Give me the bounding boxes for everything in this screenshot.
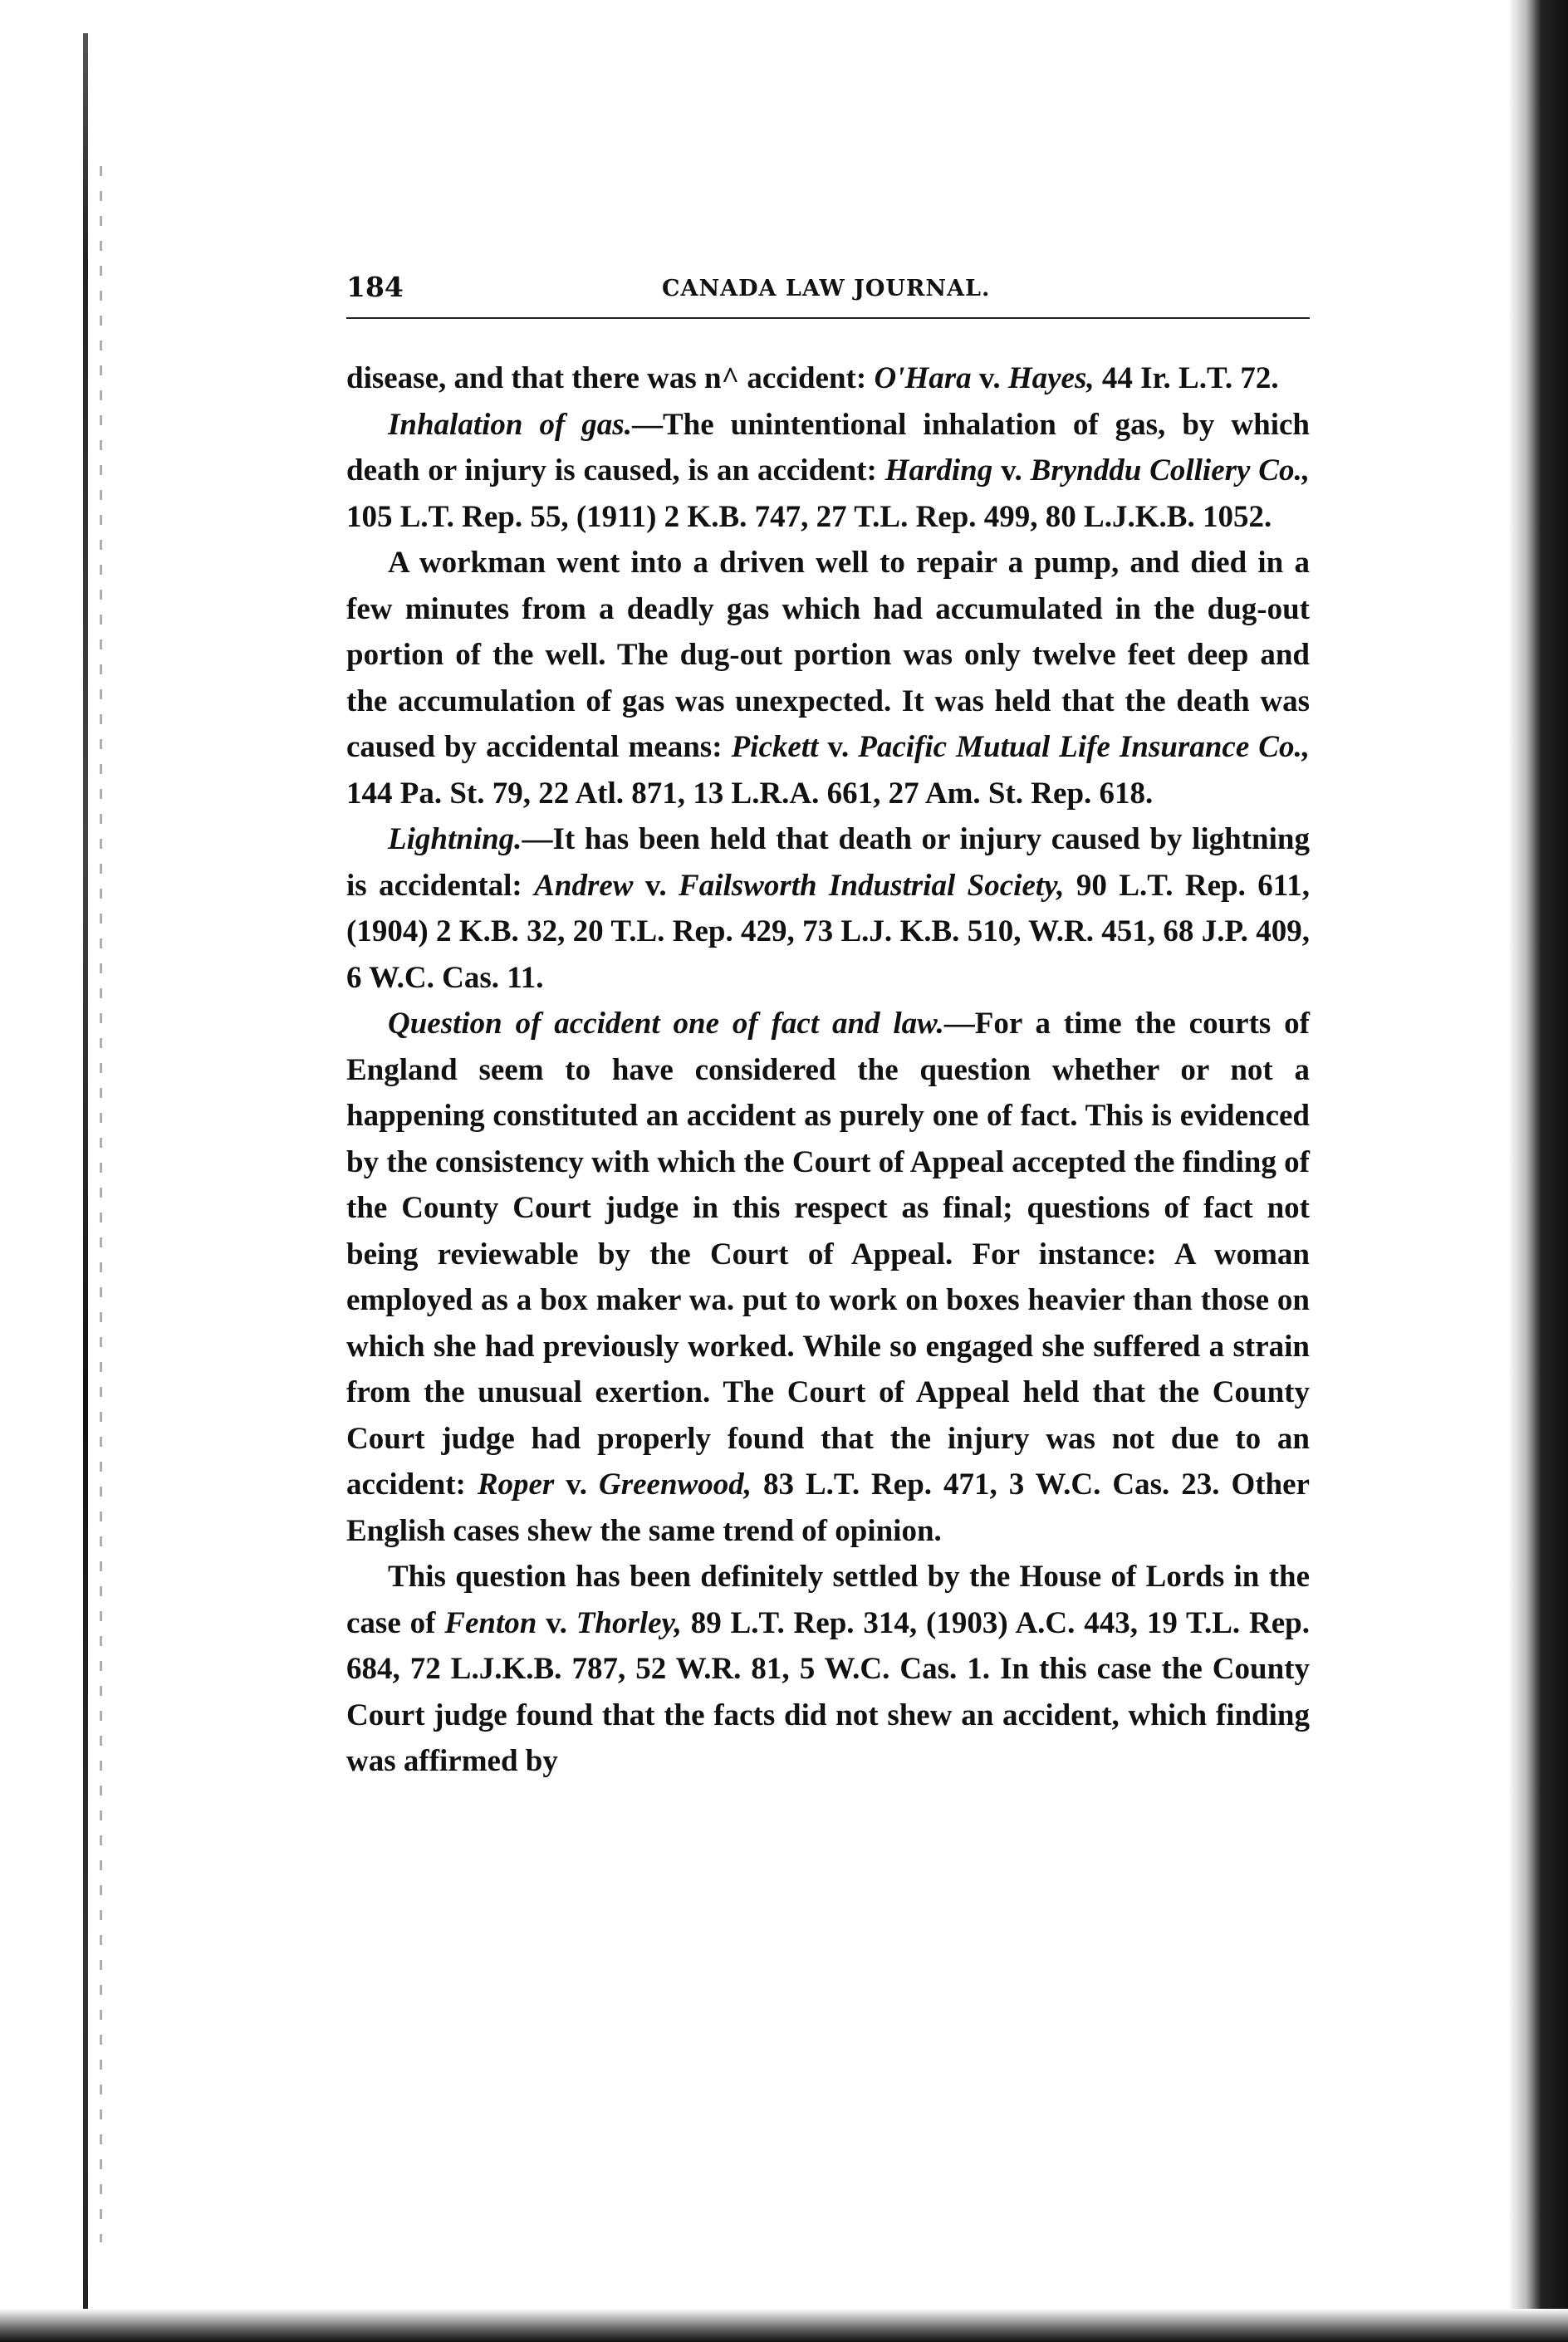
text-segment: v. bbox=[992, 453, 1031, 488]
section-heading-italic: Question of accident one of fact and law. bbox=[388, 1007, 944, 1041]
case-name-italic: Roper bbox=[477, 1467, 555, 1502]
case-name-italic: Failsworth Industrial Society, bbox=[679, 868, 1065, 903]
case-name-italic: Brynddu Colliery Co., bbox=[1030, 453, 1310, 488]
text-segment: v. bbox=[818, 730, 859, 764]
case-name-italic: Pacific Mutual Life Insurance Co., bbox=[858, 730, 1310, 764]
paragraph-question-of-accident bbox=[346, 1001, 1310, 1554]
case-name-italic: O'Hara bbox=[874, 361, 972, 395]
case-name-italic: Andrew bbox=[534, 868, 634, 903]
case-name-italic: Pickett bbox=[731, 730, 819, 764]
running-head bbox=[346, 271, 1310, 319]
text-segment: v. bbox=[554, 1467, 600, 1502]
text-segment: This question has been definitely settled by the House of Lords in the case of bbox=[346, 1560, 1310, 1640]
paragraph-house-of-lords bbox=[346, 1554, 1310, 1785]
text-segment: A workman went into a driven well to repair a pump, and died in a few minutes from a deadly gas which had accumulated in the dug-out portion of the well. The dug-out portion was only twelve feet deep and the accumulation of gas was unexpected. It was held that the death was caused by accidental means: bbox=[346, 546, 1310, 764]
text-segment: accident: bbox=[739, 361, 875, 395]
case-name-italic: Thorley, bbox=[576, 1605, 682, 1640]
case-name-italic: Hayes, bbox=[1007, 361, 1095, 395]
case-name-italic: Fenton bbox=[444, 1605, 537, 1640]
text-segment: 90 L.T. Rep. 611, (1904) 2 K.B. 32, 20 T.L. Rep. 429, 73 L.J. K.B. 510, W.R. 451, 68 J.P. 409, 6 W.C. Cas. 11. bbox=[346, 868, 1311, 995]
case-name-italic: Greenwood, bbox=[599, 1467, 752, 1502]
section-heading-italic: Inhalation of gas. bbox=[388, 407, 632, 442]
text-segment: 144 Pa. St. 79, 22 Atl. 871, 13 L.R.A. 661, 27 Am. St. Rep. 618. bbox=[346, 776, 1154, 811]
text-segment: 83 L.T. Rep. 471, 3 W.C. Cas. 23. Other English cases shew the same trend of opinion. bbox=[346, 1467, 1310, 1548]
text-segment: 89 L.T. Rep. 314, (1903) A.C. 443, 19 T.L. Rep. 684, 72 L.J.K.B. 787, 52 W.R. 81, 5 W.C. Cas. 1. In this case the County Court judge found that the facts did not shew an accident, which finding was affirmed by bbox=[346, 1605, 1310, 1778]
text-segment: 105 L.T. Rep. 55, (1911) 2 K.B. 747, 27 T.L. Rep. 499, 80 L.J.K.B. 1052. bbox=[346, 499, 1272, 534]
text-segment: 44 Ir. L.T. 72. bbox=[1094, 361, 1279, 395]
journal-title: CANADA LAW JOURNAL. bbox=[662, 276, 991, 301]
page-number: 184 bbox=[346, 271, 404, 303]
text-segment: v. bbox=[537, 1605, 576, 1640]
paragraph-lightning bbox=[346, 816, 1310, 1001]
text-segment: ^ bbox=[721, 361, 740, 395]
case-name-italic: Harding bbox=[884, 453, 993, 488]
text-segment: disease, and that there was n bbox=[346, 361, 722, 395]
text-segment: v. bbox=[971, 361, 1008, 395]
text-segment: —The unintentional inhalation of gas, by which death or injury is caused, is an accident: bbox=[346, 407, 1310, 488]
paragraph-continuation bbox=[346, 355, 1310, 402]
text-segment: —For a time the courts of England seem to have considered the question whether or not a happening constituted an accident as purely one of fact. This is evidenced by the consistency with which the Court of Appeal accepted the finding of the County Court judge in this respect as final; questions of fact not being reviewable by the Court of Appeal. For instance: A woman employed as a box maker wa. put to work on boxes heavier than those on which she had previously worked. While so engaged she suffered a strain from the unusual exertion. The Court of Appeal held that the County Court judge had properly found that the injury was not due to an accident: bbox=[346, 1007, 1310, 1502]
paragraph-inhalation-of-gas bbox=[346, 402, 1310, 541]
paragraph-workman-well bbox=[346, 540, 1310, 816]
section-heading-italic: Lightning. bbox=[388, 822, 522, 856]
text-segment: —It has been held that death or injury caused by lightning is accidental: bbox=[346, 822, 1310, 903]
body-text bbox=[346, 355, 1310, 1785]
text-segment: v. bbox=[633, 868, 679, 903]
